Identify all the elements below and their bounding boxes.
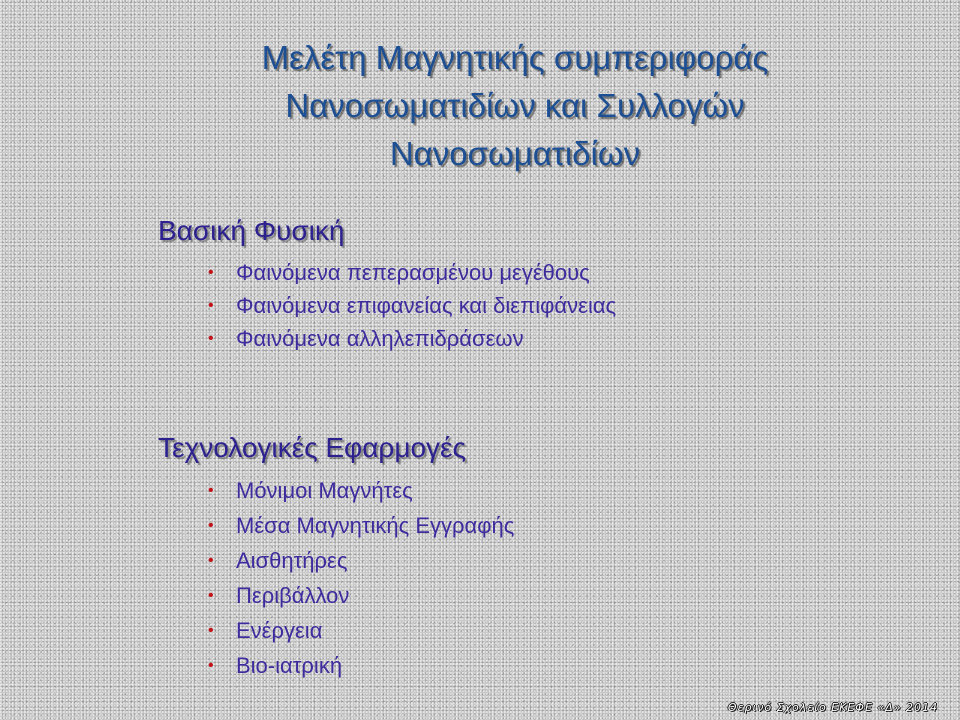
list-item (158, 613, 514, 648)
bullet-list (158, 473, 514, 683)
list-item (158, 543, 514, 578)
section-heading: Βασική Φυσική (158, 215, 345, 246)
list-item-text: Περιβάλλον (236, 583, 350, 608)
bullet-dot-icon: • (208, 330, 214, 347)
list-item (158, 289, 616, 322)
list-item (158, 322, 616, 355)
list-item-text: Μόνιμοι Μαγνήτες (236, 478, 413, 503)
list-item-text: Βιο-ιατρική (236, 653, 343, 678)
footer-credit: Θερινό Σχολείο ΕΚΕΦΕ «Δ» 2014 (727, 701, 938, 714)
bullet-dot-icon: • (208, 587, 214, 604)
title-line-1: Μελέτη Μαγνητικής συμπεριφοράς (261, 39, 769, 76)
bullet-dot-icon: • (208, 297, 214, 314)
list-item-text: Φαινόμενα αλληλεπιδράσεων (236, 326, 524, 351)
list-item-text: Μέσα Μαγνητικής Εγγραφής (236, 513, 515, 538)
section-tech-applications (158, 429, 514, 683)
list-item (158, 473, 514, 508)
bullet-list (158, 256, 616, 355)
list-item-text: Αισθητήρες (236, 548, 348, 573)
title-line-2: Νανοσωματιδίων και Συλλογών (285, 87, 745, 124)
slide-title (120, 34, 910, 178)
section-heading: Τεχνολογικές Εφαρμογές (158, 432, 466, 463)
list-item (158, 648, 514, 683)
bullet-dot-icon: • (208, 482, 214, 499)
bullet-dot-icon: • (208, 517, 214, 534)
title-line-3: Νανοσωματιδίων (389, 135, 641, 172)
list-item (158, 256, 616, 289)
section-basic-physics (158, 212, 616, 355)
bullet-dot-icon: • (208, 264, 214, 281)
bullet-dot-icon: • (208, 657, 214, 674)
list-item-text: Φαινόμενα πεπερασμένου μεγέθους (236, 260, 590, 285)
list-item-text: Φαινόμενα επιφανείας και διεπιφάνειας (236, 293, 617, 318)
list-item-text: Ενέργεια (236, 618, 323, 643)
bullet-dot-icon: • (208, 552, 214, 569)
list-item (158, 508, 514, 543)
list-item (158, 578, 514, 613)
bullet-dot-icon: • (208, 622, 214, 639)
